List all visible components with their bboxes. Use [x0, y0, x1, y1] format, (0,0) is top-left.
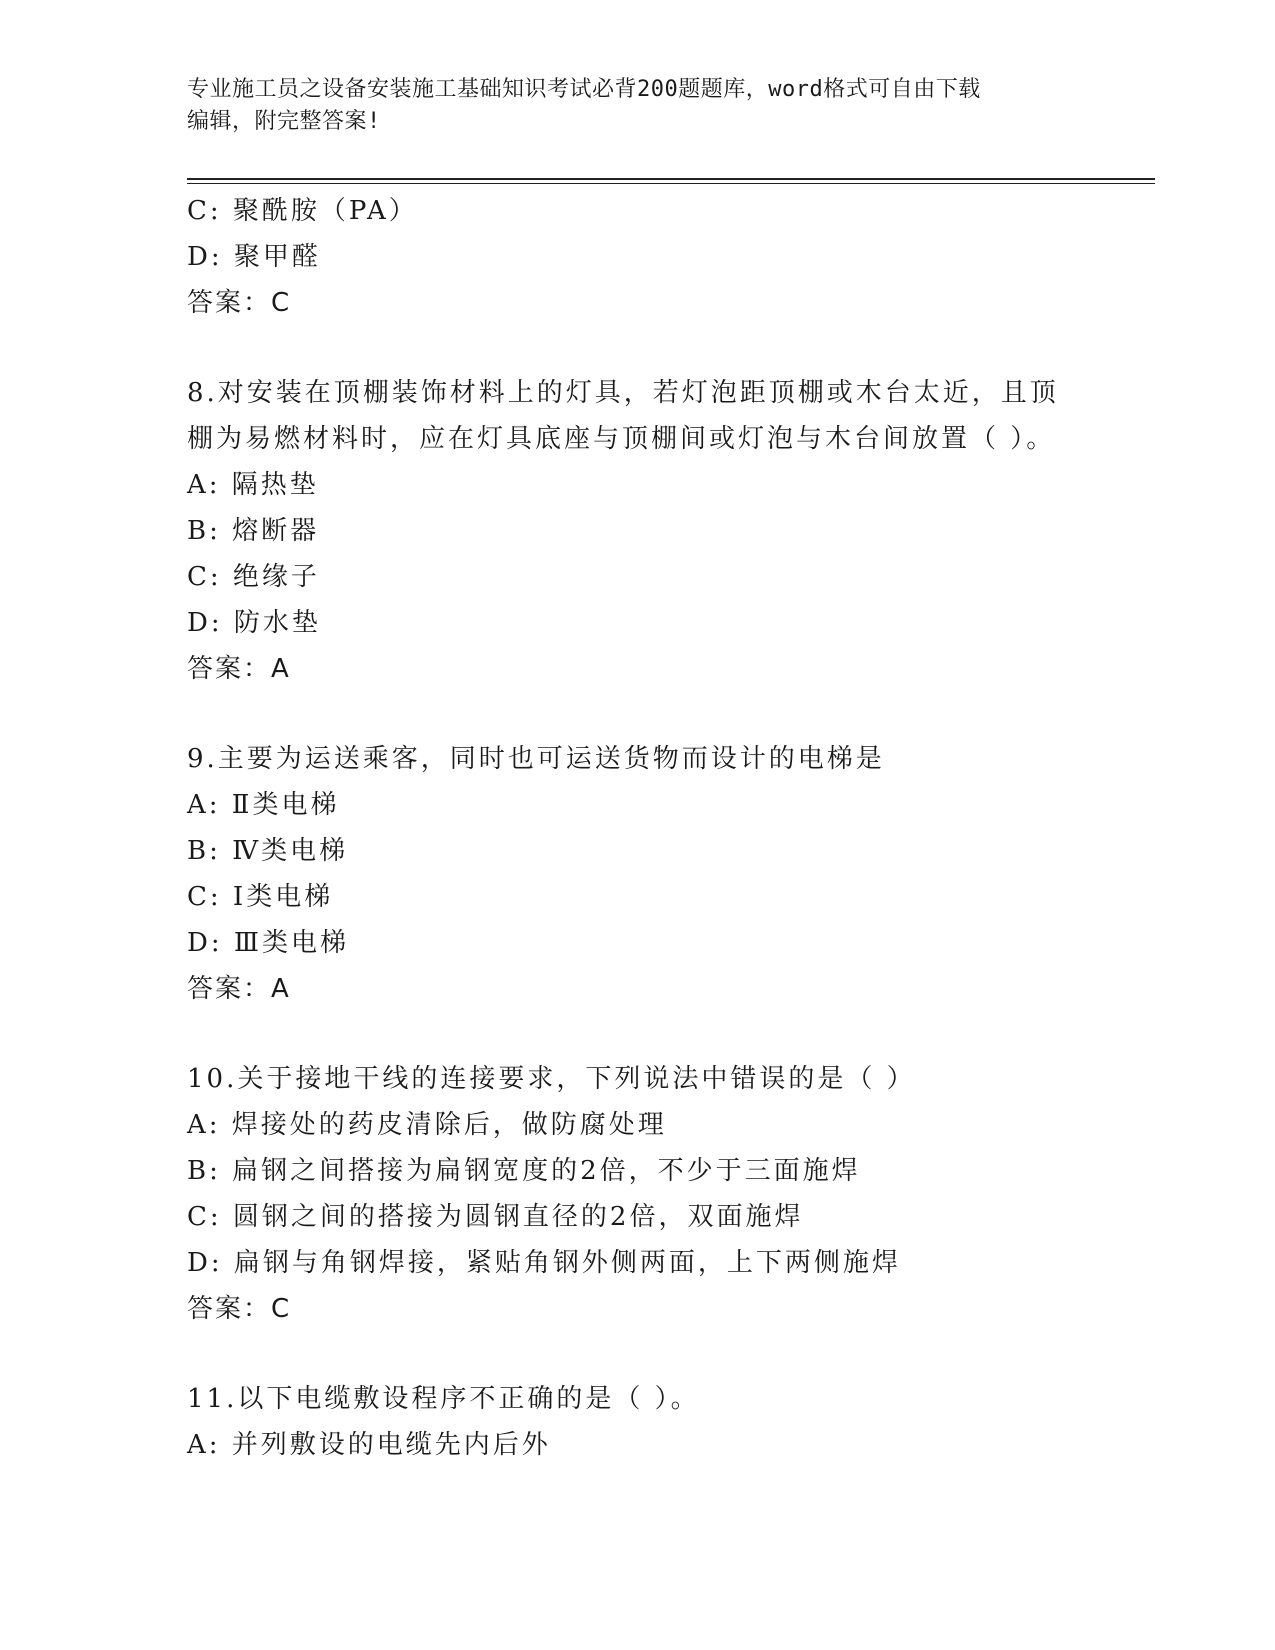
question-stem-line-1: 8.对安装在顶棚装饰材料上的灯具，若灯泡距顶棚或木台太近，且顶: [187, 378, 1059, 408]
spacer: [187, 1332, 1155, 1376]
spacer: [187, 1012, 1155, 1056]
question-10: [187, 1056, 1155, 1332]
question-9: [187, 736, 1155, 1012]
option-b: B: 熔断器: [187, 516, 320, 546]
header-title-line-1: 专业施工员之设备安装施工基础知识考试必背200题题库，word格式可自由下载: [187, 77, 981, 102]
question-stem-line-1: 9.主要为运送乘客，同时也可运送货物而设计的电梯是: [187, 744, 885, 774]
header-divider-thick: [187, 178, 1155, 180]
option-d: D: 聚甲醛: [187, 242, 321, 272]
option-d: D: Ⅲ类电梯: [187, 928, 349, 958]
spacer: [187, 326, 1155, 370]
option-b: B: Ⅳ类电梯: [187, 836, 349, 866]
option-a: A: Ⅱ类电梯: [187, 790, 340, 820]
question-list: [187, 188, 1155, 1468]
answer-line: 答案：A: [187, 974, 291, 1004]
option-c: C: 绝缘子: [187, 562, 320, 592]
option-c: C: 聚酰胺（PA）: [187, 196, 418, 226]
answer-line: 答案：C: [187, 1294, 292, 1324]
option-d: D: 防水垫: [187, 608, 321, 638]
question-8: [187, 370, 1155, 692]
answer-line: 答案：C: [187, 288, 292, 318]
page-header: [187, 74, 1067, 138]
answer-line: 答案：A: [187, 654, 291, 684]
question-7-continued: [187, 188, 1155, 326]
option-d: D: 扁钢与角钢焊接，紧贴角钢外侧两面，上下两侧施焊: [187, 1248, 901, 1278]
question-stem-line-2: 棚为易燃材料时，应在灯具底座与顶棚间或灯泡与木台间放置（ ）。: [187, 424, 1056, 454]
option-a: A: 隔热垫: [187, 470, 319, 500]
option-a: A: 焊接处的药皮清除后，做防腐处理: [187, 1110, 667, 1140]
question-stem-line-1: 10.关于接地干线的连接要求，下列说法中错误的是（ ）: [187, 1064, 916, 1094]
question-11: [187, 1376, 1155, 1468]
option-b: B: 扁钢之间搭接为扁钢宽度的2倍，不少于三面施焊: [187, 1156, 861, 1186]
option-c: C: 圆钢之间的搭接为圆钢直径的2倍，双面施焊: [187, 1202, 804, 1232]
option-c: C: Ⅰ类电梯: [187, 882, 334, 912]
option-a: A: 并列敷设的电缆先内后外: [187, 1430, 551, 1460]
header-title-line-2: 编辑，附完整答案!: [187, 109, 381, 134]
header-divider-thin: [187, 183, 1155, 184]
spacer: [187, 692, 1155, 736]
question-stem-line-1: 11.以下电缆敷设程序不正确的是（ ）。: [187, 1384, 700, 1414]
